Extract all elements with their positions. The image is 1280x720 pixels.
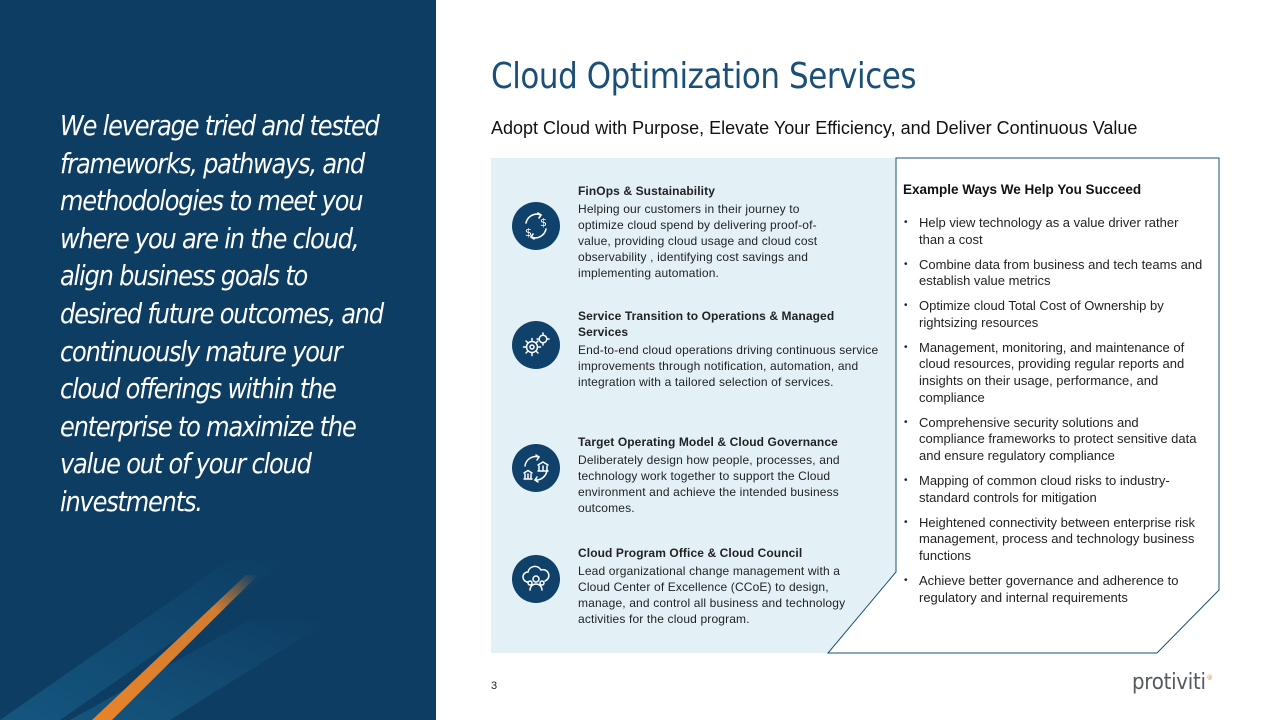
list-item <box>903 340 1203 407</box>
list-item <box>903 257 1203 290</box>
protiviti-logo <box>1132 670 1213 695</box>
service-finops <box>578 183 890 281</box>
bullet: • <box>904 475 908 487</box>
list-item-text: Optimize cloud Total Cost of Ownership by rightsizing resources <box>919 298 1164 330</box>
gears-icon <box>512 321 560 369</box>
svg-text:$: $ <box>540 216 547 229</box>
dollar-cycle-icon <box>512 202 560 250</box>
service-description: Lead organizational change management with a Cloud Center of Excellence (CCoE) to design, manage, and control all business and technology activities for the cloud program. <box>578 564 846 626</box>
service-description: Helping our customers in their journey to optimize cloud spend by delivering proof-of-value, providing cloud usage and cloud cost observability , identifying cost savings and implementing automation. <box>578 202 818 280</box>
service-transition <box>578 308 890 390</box>
list-item-text: Achieve better governance and adherence to regulatory and internal requirements <box>919 572 1179 605</box>
service-description: Deliberately design how people, processes, and technology work together to support the Cloud environment and achieve the intended business outcomes. <box>578 453 840 515</box>
service-program-office <box>578 545 890 627</box>
list-item <box>903 298 1203 331</box>
svg-text:$: $ <box>525 226 532 239</box>
list-item-text: Help view technology as a value driver rather than a cost <box>919 215 1179 247</box>
logo-text: protiviti <box>1132 670 1206 695</box>
list-item <box>903 215 1203 248</box>
registered-mark: ® <box>1206 674 1213 682</box>
list-item <box>903 415 1203 465</box>
service-description: End-to-end cloud operations driving continuous service improvements through notification, automation, and integration with a tailored selection of services. <box>578 343 879 389</box>
page-subtitle: Adopt Cloud with Purpose, Elevate Your Efficiency, and Deliver Continuous Value <box>491 118 1138 138</box>
bullet: • <box>904 258 908 270</box>
list-item <box>903 473 1203 506</box>
list-item-text: Combine data from business and tech teams and establish value metrics <box>919 256 1203 289</box>
governance-cycle-icon <box>512 444 560 492</box>
service-title: Service Transition to Operations & Managed Services <box>578 309 835 339</box>
cloud-people-icon <box>512 555 560 603</box>
list-item-text: Mapping of common cloud risks to industry-standard controls for mitigation <box>919 473 1170 505</box>
list-item <box>903 515 1203 565</box>
list-item <box>903 573 1203 606</box>
page-number: 3 <box>491 680 498 692</box>
bullet: • <box>904 300 908 312</box>
service-operating-model <box>578 434 890 516</box>
list-item-text: Comprehensive security solutions and compliance frameworks to protect sensitive data and ensure regulatory compliance <box>919 414 1197 464</box>
ways-list <box>903 215 1203 615</box>
page-title: Cloud Optimization Services <box>491 56 917 97</box>
list-item-text: Heightened connectivity between enterprise risk management, process and technology business functions <box>919 514 1196 564</box>
bullet: • <box>904 574 908 586</box>
service-title: FinOps & Sustainability <box>578 184 715 198</box>
intro-quote: We leverage tried and tested frameworks, pathways, and methodologies to meet you where you are in the cloud, align business goals to desired future outcomes, and continuously mature your cloud offerings within the enterprise to maximize the value out of your cloud investments. <box>60 109 383 518</box>
service-title: Cloud Program Office & Cloud Council <box>578 546 803 560</box>
list-item-text: Management, monitoring, and maintenance of cloud resources, providing regular reports and insights on their usage, performance, and compliance <box>919 339 1185 405</box>
bullet: • <box>904 341 908 353</box>
bullet: • <box>904 217 908 228</box>
ways-title: Example Ways We Help You Succeed <box>903 182 1142 197</box>
bullet: • <box>904 516 908 528</box>
service-title: Target Operating Model & Cloud Governance <box>578 435 838 449</box>
bullet: • <box>904 416 908 428</box>
